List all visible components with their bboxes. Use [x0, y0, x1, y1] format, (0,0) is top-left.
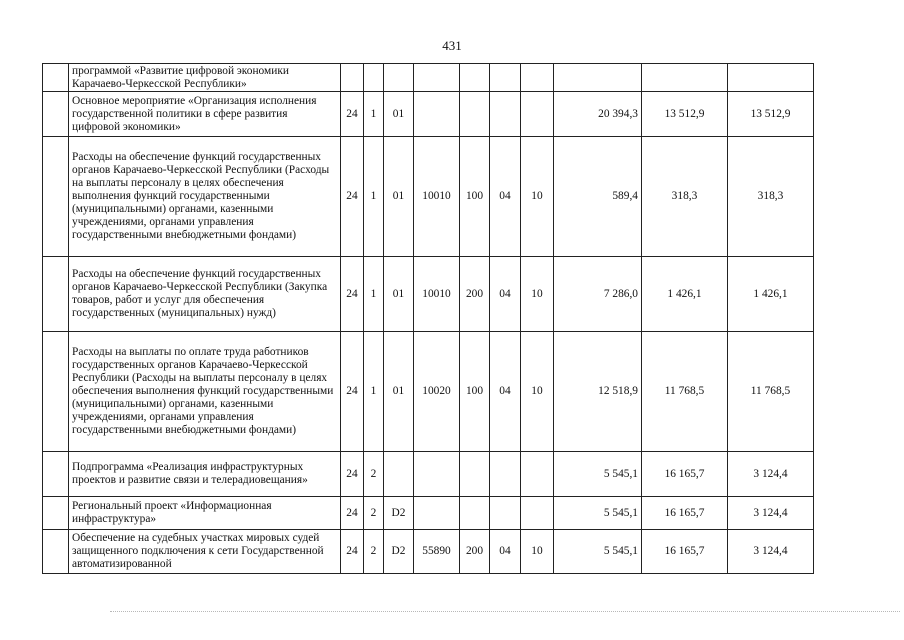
amount-cell: 7 286,0: [554, 257, 642, 332]
code-cell: D2: [384, 530, 414, 574]
amount-cell: 16 165,7: [642, 497, 728, 530]
code-cell: 01: [384, 257, 414, 332]
amount-cell: [642, 64, 728, 92]
amount-cell: 5 545,1: [554, 452, 642, 497]
table-row: [43, 92, 814, 137]
amount-cell: 5 545,1: [554, 497, 642, 530]
code-cell: 55890: [414, 530, 460, 574]
code-cell: [490, 497, 521, 530]
code-cell: 10: [521, 530, 554, 574]
code-cell: [384, 64, 414, 92]
table-row: [43, 497, 814, 530]
amount-cell: 11 768,5: [642, 332, 728, 452]
description-cell: Расходы на обеспечение функций государственных органов Карачаево-Черкесской Республики (Расходы на выплаты персоналу в целях обеспечения выполнения функций государственными (муниципальными) органами, казенными учреждениями, органами управления государственными внебюджетными фондами): [69, 137, 341, 257]
code-cell: [521, 452, 554, 497]
code-cell: [460, 64, 490, 92]
code-cell: [490, 64, 521, 92]
row-index-cell: [43, 64, 69, 92]
amount-cell: 16 165,7: [642, 530, 728, 574]
code-cell: [384, 452, 414, 497]
code-cell: [521, 497, 554, 530]
table-row: [43, 137, 814, 257]
code-cell: [364, 64, 384, 92]
code-cell: 2: [364, 497, 384, 530]
row-index-cell: [43, 497, 69, 530]
code-cell: [341, 64, 364, 92]
code-cell: 1: [364, 137, 384, 257]
description-cell: программой «Развитие цифровой экономики Карачаево-Черкесской Республики»: [69, 64, 341, 92]
code-cell: 10: [521, 257, 554, 332]
code-cell: 2: [364, 530, 384, 574]
amount-cell: 1 426,1: [642, 257, 728, 332]
amount-cell: 13 512,9: [642, 92, 728, 137]
code-cell: [521, 92, 554, 137]
code-cell: 04: [490, 530, 521, 574]
code-cell: 10010: [414, 257, 460, 332]
amount-cell: 16 165,7: [642, 452, 728, 497]
code-cell: 01: [384, 332, 414, 452]
description-cell: Подпрограмма «Реализация инфраструктурных проектов и развитие связи и телерадиовещания»: [69, 452, 341, 497]
row-index-cell: [43, 530, 69, 574]
code-cell: 01: [384, 92, 414, 137]
amount-cell: [728, 64, 814, 92]
code-cell: 24: [341, 497, 364, 530]
code-cell: 100: [460, 137, 490, 257]
row-index-cell: [43, 452, 69, 497]
page-number: 431: [442, 38, 462, 53]
table-row: [43, 257, 814, 332]
code-cell: [414, 64, 460, 92]
code-cell: 10010: [414, 137, 460, 257]
code-cell: 2: [364, 452, 384, 497]
amount-cell: 1 426,1: [728, 257, 814, 332]
code-cell: 100: [460, 332, 490, 452]
code-cell: 24: [341, 137, 364, 257]
row-index-cell: [43, 332, 69, 452]
code-cell: 04: [490, 257, 521, 332]
code-cell: 24: [341, 92, 364, 137]
description-cell: Основное мероприятие «Организация исполнения государственной политики в сфере развития цифровой экономики»: [69, 92, 341, 137]
amount-cell: [554, 64, 642, 92]
code-cell: [460, 452, 490, 497]
table-row: [43, 452, 814, 497]
row-index-cell: [43, 257, 69, 332]
code-cell: 10: [521, 137, 554, 257]
description-cell: Региональный проект «Информационная инфраструктура»: [69, 497, 341, 530]
amount-cell: 318,3: [642, 137, 728, 257]
amount-cell: 589,4: [554, 137, 642, 257]
code-cell: 04: [490, 137, 521, 257]
amount-cell: 3 124,4: [728, 497, 814, 530]
code-cell: [414, 92, 460, 137]
amount-cell: 5 545,1: [554, 530, 642, 574]
code-cell: 24: [341, 530, 364, 574]
description-cell: Расходы на выплаты по оплате труда работников государственных органов Карачаево-Черкесской Республики (Расходы на выплаты персоналу в целях обеспечения выполнения функций государственными (муниципальными) органами, казенными учреждениями, органами управления государственными внебюджетными фондами): [69, 332, 341, 452]
code-cell: [414, 497, 460, 530]
description-cell: Обеспечение на судебных участках мировых судей защищенного подключения к сети Государственной автоматизированной: [69, 530, 341, 574]
code-cell: 1: [364, 332, 384, 452]
code-cell: [460, 92, 490, 137]
amount-cell: 3 124,4: [728, 530, 814, 574]
row-index-cell: [43, 137, 69, 257]
amount-cell: 318,3: [728, 137, 814, 257]
code-cell: 01: [384, 137, 414, 257]
code-cell: 10020: [414, 332, 460, 452]
table-row: [43, 332, 814, 452]
code-cell: [521, 64, 554, 92]
budget-table: [42, 63, 814, 574]
amount-cell: 3 124,4: [728, 452, 814, 497]
row-index-cell: [43, 92, 69, 137]
code-cell: [490, 452, 521, 497]
code-cell: 24: [341, 257, 364, 332]
code-cell: [460, 497, 490, 530]
code-cell: 24: [341, 452, 364, 497]
code-cell: 200: [460, 257, 490, 332]
amount-cell: 20 394,3: [554, 92, 642, 137]
table-row: [43, 530, 814, 574]
bottom-divider: [110, 611, 900, 612]
description-cell: Расходы на обеспечение функций государственных органов Карачаево-Черкесской Республики (Закупка товаров, работ и услуг для обеспечения государственных (муниципальных) нужд): [69, 257, 341, 332]
code-cell: 1: [364, 257, 384, 332]
code-cell: 24: [341, 332, 364, 452]
amount-cell: 13 512,9: [728, 92, 814, 137]
table-row: [43, 64, 814, 92]
code-cell: 200: [460, 530, 490, 574]
code-cell: D2: [384, 497, 414, 530]
amount-cell: 11 768,5: [728, 332, 814, 452]
amount-cell: 12 518,9: [554, 332, 642, 452]
code-cell: [490, 92, 521, 137]
code-cell: [414, 452, 460, 497]
code-cell: 04: [490, 332, 521, 452]
code-cell: 10: [521, 332, 554, 452]
code-cell: 1: [364, 92, 384, 137]
